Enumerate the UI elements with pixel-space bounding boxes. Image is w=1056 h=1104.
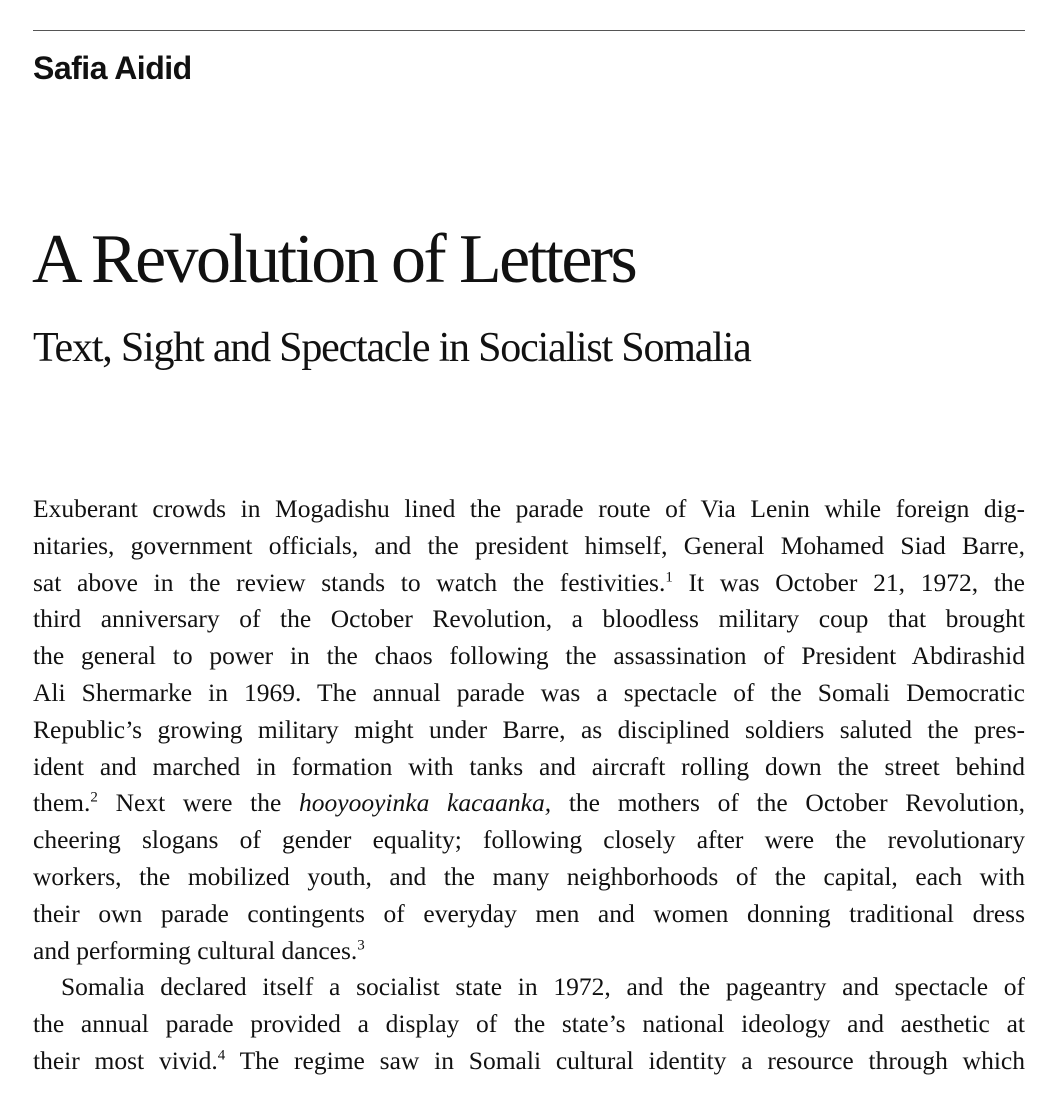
body-line bbox=[33, 565, 1025, 602]
body-text-run: them. bbox=[33, 788, 91, 818]
body-text-run: The regime saw in Somali cultural identity a resource through which bbox=[225, 1045, 1026, 1075]
body-line: Somalia declared itself a socialist state in 1972, and the pageantry and spectacle of bbox=[61, 972, 1025, 1002]
body-line: the annual parade provided a display of the state’s national ideology and aesthetic at bbox=[33, 1009, 1025, 1039]
body-line: the general to power in the chaos following the assassination of President Abdirashid bbox=[33, 641, 1025, 671]
body-text-run: the mothers of the October Revolution, bbox=[551, 788, 1025, 818]
body-line: their own parade contingents of everyday men and women donning traditional dress bbox=[33, 898, 1025, 928]
body-text-run: their most vivid. bbox=[33, 1045, 218, 1075]
article-subtitle: Text, Sight and Spectacle in Socialist Somalia bbox=[33, 325, 751, 371]
body-line: ident and marched in formation with tanks and aircraft rolling down the street behind bbox=[33, 751, 1025, 781]
top-rule bbox=[33, 30, 1025, 31]
body-line: workers, the mobilized youth, and the many neighborhoods of the capital, each with bbox=[33, 861, 1025, 891]
footnote-ref-3[interactable]: 3 bbox=[357, 937, 365, 954]
body-line bbox=[33, 1043, 1025, 1080]
body-text-run: It was October 21, 1972, the bbox=[672, 567, 1025, 597]
somali-term: hooyooyinka kacaanka, bbox=[299, 788, 552, 818]
body-line bbox=[33, 933, 1025, 970]
author-name: Safia Aidid bbox=[33, 50, 192, 86]
footnote-ref-1[interactable]: 1 bbox=[665, 569, 673, 586]
body-line: Ali Shermarke in 1969. The annual parade was a spectacle of the Somali Democratic bbox=[33, 677, 1025, 707]
article-title: A Revolution of Letters bbox=[32, 221, 636, 298]
paragraph-1 bbox=[33, 491, 1025, 969]
footnote-ref-4[interactable]: 4 bbox=[217, 1047, 226, 1064]
body-line: cheering slogans of gender equality; following closely after were the revolutionary bbox=[33, 825, 1025, 855]
body-text-run: Next were the bbox=[97, 788, 300, 818]
footnote-ref-2[interactable]: 2 bbox=[90, 789, 98, 806]
body-line: Republic’s growing military might under Barre, as disciplined soldiers saluted the pres- bbox=[33, 714, 1025, 744]
body-line: third anniversary of the October Revolution, a bloodless military coup that brought bbox=[33, 604, 1025, 634]
body-text-run: sat above in the review stands to watch the festivities. bbox=[33, 567, 666, 597]
paragraph-2 bbox=[33, 969, 1025, 1079]
body-line: nitaries, government officials, and the president himself, General Mohamed Siad Barre, bbox=[33, 530, 1025, 560]
body-line bbox=[33, 785, 1025, 822]
body-text-run: and performing cultural dances. bbox=[33, 935, 358, 965]
article-body bbox=[33, 491, 1025, 1080]
body-line: Exuberant crowds in Mogadishu lined the parade route of Via Lenin while foreign dig- bbox=[33, 494, 1025, 523]
